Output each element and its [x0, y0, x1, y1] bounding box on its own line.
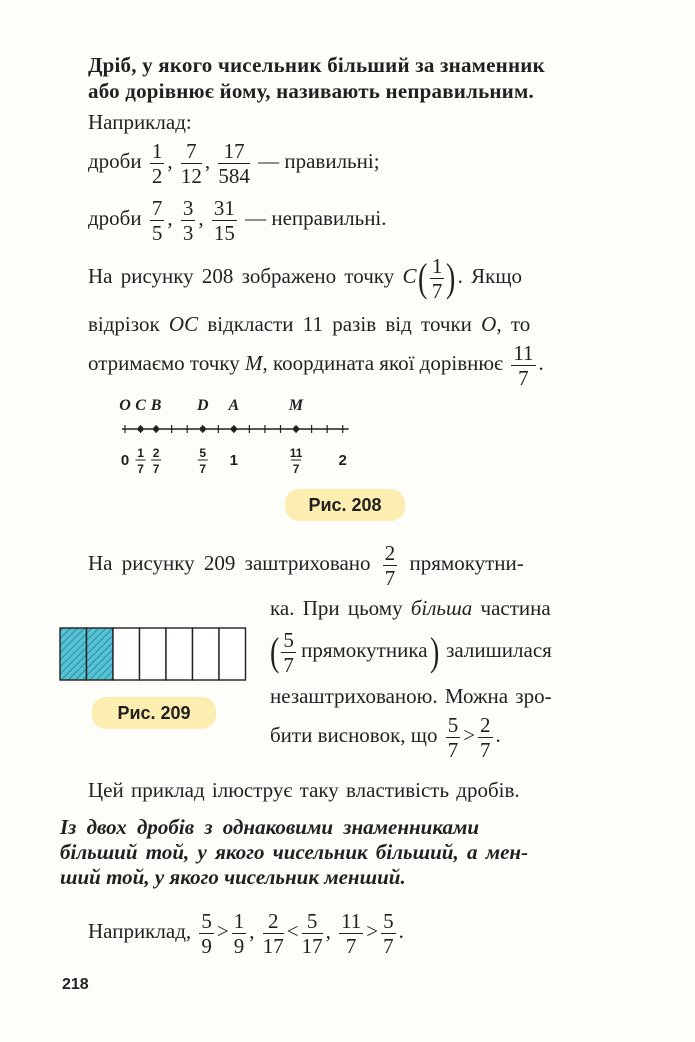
fig209-line-5: бити висновок, що $\frac{5}{7}$ > $\frac{2}{7}$ . — [270, 712, 501, 762]
fraction: $\frac{11}{7}$ — [513, 340, 534, 390]
improper-prefix: дроби — [88, 206, 142, 230]
fraction: $\frac{17}{584}$ — [218, 138, 250, 188]
point-letter: C — [135, 397, 146, 414]
point-letter: O — [119, 397, 131, 414]
fraction: $\frac{5}{7}$ — [447, 712, 459, 762]
rule-line-3: ший той, у якого чисельник менший. — [60, 865, 406, 889]
point-dot — [138, 426, 144, 432]
example2-row: Наприклад, $\frac{5}{9}$ > $\frac{1}{9}$ , $\frac{2}{17}$ < $\frac{5}{17}$ , $\frac{11}{7}$ > $\frac{5}{7}$ . — [88, 908, 404, 958]
rule-line-2: більший той, у якого чисельник більший, а мен- — [60, 840, 529, 864]
fig208-line-1: На рисунку 208 зображено точку C( $\frac{1}{7}$ ). Якщо — [88, 253, 523, 303]
fig208-caption: Рис. 208 — [285, 489, 405, 521]
empty-cell — [140, 628, 167, 680]
fraction: $\frac{2}{7}$ — [384, 540, 396, 590]
point-dot — [231, 426, 237, 432]
point-letter: B — [150, 397, 162, 414]
example-label: Наприклад: — [88, 110, 192, 134]
empty-cell — [193, 628, 220, 680]
point-label-numerator: 2 — [152, 446, 160, 460]
point-letter: A — [228, 397, 240, 414]
point-label-denominator: 7 — [152, 462, 160, 476]
definition-line-2: або дорівнює йому, називають неправильним. — [88, 79, 534, 103]
fraction: $\frac{2}{7}$ — [480, 712, 491, 762]
fig209-line-2: ка. При цьому більша частина — [270, 596, 551, 620]
fraction: $\frac{5}{7}$ — [283, 627, 294, 677]
empty-cell — [113, 628, 140, 680]
point-dot — [200, 426, 206, 432]
proper-prefix: дроби — [88, 149, 142, 173]
fraction: $\frac{3}{3}$ — [182, 195, 194, 245]
proper-fractions-row: дроби $\frac{1}{2}$ , $\frac{7}{12}$ , $\frac{17}{584}$ — правильні; — [88, 138, 380, 188]
shaded-rectangle — [58, 626, 250, 682]
point-label: 1 — [229, 452, 239, 469]
fraction: $\frac{11}{7}$ — [341, 908, 362, 958]
point-dot — [153, 426, 159, 432]
fraction: $\frac{5}{17}$ — [301, 908, 323, 958]
definition-line-1: Дріб, у якого чисельник більший за знаменник — [88, 53, 545, 77]
shaded-cell — [87, 628, 114, 680]
fig209-caption: Рис. 209 — [92, 697, 216, 729]
point-label-numerator: 5 — [199, 446, 207, 460]
fraction: $\frac{5}{7}$ — [383, 908, 394, 958]
point-letter: M — [288, 397, 304, 414]
empty-cell — [166, 628, 193, 680]
fig208-line-2: відрізок OC відкласти 11 разів від точки O, то — [88, 312, 531, 336]
fraction: $\frac{7}{5}$ — [151, 195, 163, 245]
point-label-denominator: 7 — [292, 462, 300, 476]
improper-suffix: — неправильні. — [245, 206, 387, 230]
rule-line-1: Із двох дробів з однаковими знаменниками — [60, 815, 480, 839]
point-label-numerator: 1 — [137, 446, 144, 460]
fig209-line-3: ( $\frac{5}{7}$ прямокутника) залишилася — [269, 627, 552, 677]
point-label: 0 — [120, 452, 130, 469]
point-label: 2 — [338, 452, 347, 469]
proper-suffix: — правильні; — [258, 149, 380, 173]
fraction: $\frac{1}{2}$ — [151, 138, 163, 188]
fig208-line-3: отримаємо точку M, координата якої дорівнює $\frac{11}{7}$ . — [88, 340, 544, 390]
fraction: $\frac{5}{9}$ — [201, 908, 212, 958]
fraction: $\frac{2}{17}$ — [262, 908, 284, 958]
fraction: $\frac{31}{15}$ — [213, 195, 235, 245]
fraction: $\frac{7}{12}$ — [180, 138, 202, 188]
page-number: 218 — [62, 976, 89, 993]
fraction: $\frac{1}{7}$ — [431, 253, 443, 303]
fig209-line-4: незаштрихованою. Можна зро- — [270, 684, 552, 708]
property-intro: Цей приклад ілюструє таку властивість дробів. — [88, 778, 520, 802]
shaded-cell — [60, 628, 87, 680]
fig209-line-1: На рисунку 209 заштриховано $\frac{2}{7}$ прямокутни- — [88, 540, 524, 590]
point-letter: D — [196, 397, 209, 414]
empty-cell — [219, 628, 246, 680]
point-dot — [293, 426, 299, 432]
point-label-denominator: 7 — [137, 462, 144, 476]
fraction: $\frac{1}{9}$ — [233, 908, 245, 958]
improper-fractions-row: дроби $\frac{7}{5}$ , $\frac{3}{3}$ , $\frac{31}{15}$ — неправильні. — [88, 195, 387, 245]
point-label-denominator: 7 — [199, 462, 207, 476]
number-line — [100, 390, 590, 490]
point-label-numerator: 11 — [289, 446, 303, 460]
